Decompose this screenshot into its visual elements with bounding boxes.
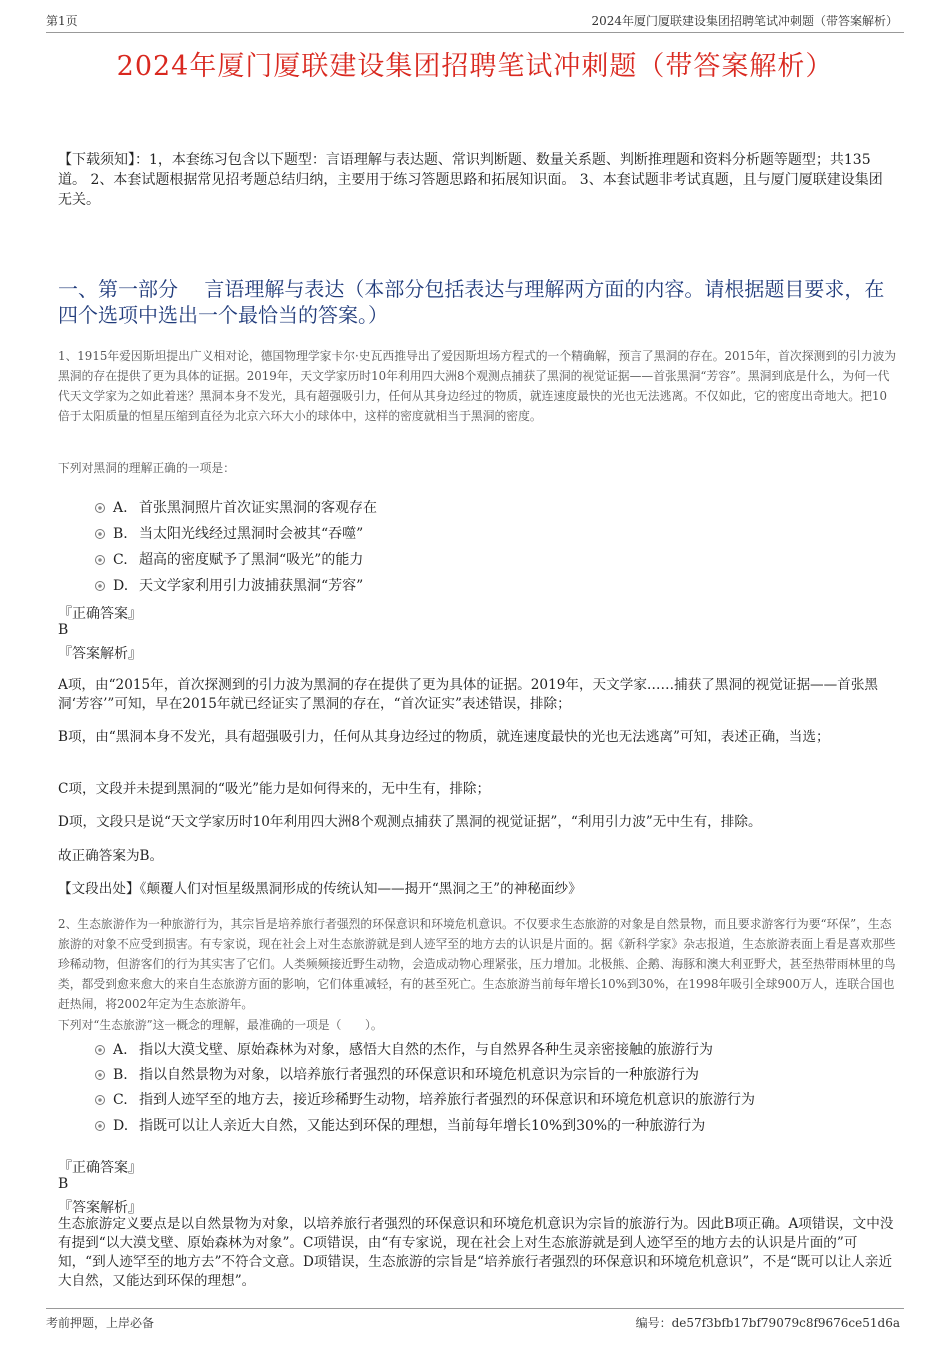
q1-option-a[interactable]: A. 首张黑洞照片首次证实黑洞的客观存在 bbox=[95, 497, 377, 517]
q2-option-c[interactable]: C. 指到人迹罕至的地方去，接近珍稀野生动物，培养旅行者强烈的环保意识和环境危机意识的旅游行为 bbox=[95, 1089, 755, 1109]
q2-analysis: 生态旅游定义要点是以自然景物为对象，以培养旅行者强烈的环保意识和环境危机意识为宗旨的旅游行为。因此B项正确。A项错误，文中没有提到“以大漠戈壁、原始森林为对象”。C项错误，由“有专家说，现在社会上对生态旅游就是到人迹罕至的地方去的认识是片面的”可知，“到人迹罕至的地方去”不符合文意。D项错误，生态旅游的宗旨是“培养旅行者强烈的环保意识和环境危机意识”，不是“既可以让人亲近大自然，又能达到环保的理想”。 bbox=[58, 1216, 894, 1289]
q2-option-b[interactable]: B. 指以自然景物为对象，以培养旅行者强烈的环保意识和环境危机意识为宗旨的一种旅游行为 bbox=[95, 1064, 699, 1084]
document-title: 2024年厦门厦联建设集团招聘笔试冲刺题（带答案解析） bbox=[116, 51, 834, 82]
q1-conclusion: 故正确答案为B。 bbox=[58, 848, 164, 864]
radio-icon[interactable] bbox=[95, 1121, 105, 1131]
header-divider bbox=[46, 32, 904, 33]
radio-icon[interactable] bbox=[95, 1070, 105, 1080]
q1-option-d[interactable]: D. 天文学家利用引力波捕获黑洞“芳容” bbox=[95, 575, 363, 595]
radio-icon[interactable] bbox=[95, 555, 105, 565]
q2-answer: B bbox=[58, 1176, 69, 1192]
q2-question: 下列对“生态旅游”这一概念的理解，最准确的一项是（ ）。 bbox=[58, 1018, 383, 1032]
footer-doc-id: 编号：de57f3bfb17bf79079c8f9676ce51d6a bbox=[635, 1316, 900, 1330]
q1-analysis-d: D项，文段只是说“天文学家历时10年利用四大洲8个观测点捕获了黑洞的视觉证据”，“利用引力波”无中生有，排除。 bbox=[58, 814, 762, 830]
q2-option-a[interactable]: A. 指以大漠戈壁、原始森林为对象，感悟大自然的杰作，与自然界各种生灵亲密接触的旅游行为 bbox=[95, 1039, 713, 1059]
radio-icon[interactable] bbox=[95, 1095, 105, 1105]
header-doc-title: 2024年厦门厦联建设集团招聘笔试冲刺题（带答案解析） bbox=[591, 14, 898, 28]
q1-stem: 1、1915年爱因斯坦提出广义相对论，德国物理学家卡尔·史瓦西推导出了爱因斯坦场方程式的一个精确解，预言了黑洞的存在。2015年，首次探测到的引力波为黑洞的存在提供了更为具体的证据。2019年，天文学家历时10年利用四大洲8个观测点捕获了黑洞的视觉证据——首张黑洞“芳容”。黑洞到底是什么，为何一代代天文学家为之如此着迷？黑洞本身不发光，具有超强吸引力，任何从其身边经过的物质，就连速度最快的光也无法逃离。不仅如此，它的密度出奇地大。把10倍于太阳质量的恒星压缩到直径为北京六环大小的球体中，这样的密度就相当于黑洞的密度。 bbox=[58, 349, 897, 423]
q1-source: 【文段出处】《颠覆人们对恒星级黑洞形成的传统认知——揭开“黑洞之王”的神秘面纱》 bbox=[58, 881, 582, 897]
radio-icon[interactable] bbox=[95, 581, 105, 591]
page-number: 第1页 bbox=[46, 14, 78, 28]
q1-answer: B bbox=[58, 622, 69, 638]
radio-icon[interactable] bbox=[95, 503, 105, 513]
q1-question: 下列对黑洞的理解正确的一项是： bbox=[58, 461, 235, 475]
q1-analysis-b: B项，由“黑洞本身不发光，具有超强吸引力，任何从其身边经过的物质，就连速度最快的光也无法逃离”可知，表述正确，当选； bbox=[58, 729, 830, 745]
q2-analysis-label: 『答案解析』 bbox=[58, 1200, 142, 1216]
q1-analysis-label: 『答案解析』 bbox=[58, 646, 142, 662]
section-heading: 一、第一部分 言语理解与表达（本部分包括表达与理解两方面的内容。请根据题目要求，在四个选项中选出一个最恰当的答案。） bbox=[58, 277, 885, 327]
q1-analysis-a: A项，由“2015年，首次探测到的引力波为黑洞的存在提供了更为具体的证据。2019年，天文学家……捕获了黑洞的视觉证据——首张黑洞‘芳容’”可知，早在2015年就已经证实了黑洞的存在，“首次证实”表述错误，排除； bbox=[58, 677, 879, 712]
footer-slogan: 考前押题，上岸必备 bbox=[46, 1316, 155, 1330]
q1-option-b[interactable]: B. 当太阳光线经过黑洞时会被其“吞噬” bbox=[95, 523, 363, 543]
radio-icon[interactable] bbox=[95, 1045, 105, 1055]
q1-answer-label: 『正确答案』 bbox=[58, 606, 142, 622]
q1-option-c[interactable]: C. 超高的密度赋予了黑洞“吸光”的能力 bbox=[95, 549, 363, 569]
q2-stem: 2、生态旅游作为一种旅游行为，其宗旨是培养旅行者强烈的环保意识和环境危机意识。不仅要求生态旅游的对象是自然景物，而且要求游客行为要“环保”，生态旅游的对象不应受到损害。有专家说，现在社会上对生态旅游就是到人迹罕至的地方去的认识是片面的。据《新科学家》杂志报道，生态旅游表面上看是喜欢那些珍稀动物，但游客们的行为其实害了它们。人类频频接近野生动物，会造成动物心理紧张，压力增加。北极熊、企鹅、海豚和澳大利亚野犬，甚至热带雨林里的鸟类，都受到愈来愈大的来自生态旅游方面的影响，它们体重减轻，有的甚至死亡。生态旅游当前每年增长10%到30%，在1998年吸引全球900万人，连联合国也赶热闹，将2002年定为生态旅游年。 bbox=[58, 917, 896, 1011]
q2-answer-label: 『正确答案』 bbox=[58, 1160, 142, 1176]
q1-analysis-c: C项，文段并未提到黑洞的“吸光”能力是如何得来的，无中生有，排除； bbox=[58, 781, 491, 797]
download-notice: 【下载须知】：1，本套练习包含以下题型：言语理解与表达题、常识判断题、数量关系题、判断推理题和资料分析题等题型；共135道。 2、本套试题根据常见招考题总结归纳，主要用于练习答题思路和拓展知识面。 3、本套试题非考试真题，且与厦门厦联建设集团无关。 bbox=[58, 152, 883, 208]
radio-icon[interactable] bbox=[95, 529, 105, 539]
q2-option-d[interactable]: D. 指既可以让人亲近大自然，又能达到环保的理想，当前每年增长10%到30%的一种旅游行为 bbox=[95, 1115, 705, 1135]
footer-divider bbox=[46, 1308, 904, 1309]
